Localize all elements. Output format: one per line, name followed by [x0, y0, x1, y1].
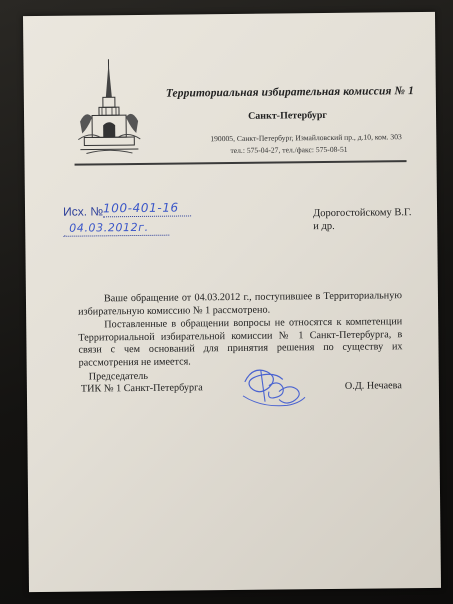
outgoing-date-underline: [63, 235, 169, 237]
outgoing-number-handwritten: 100-401-16: [102, 200, 179, 216]
organization-city: Санкт-Петербург: [247, 109, 327, 122]
outgoing-date-handwritten: 04.03.2012г.: [69, 220, 149, 235]
signatory-name: О.Д. Нечаева: [344, 380, 402, 392]
body-paragraph-2: Поставленные в обращении вопросы не относятся к компетенции Территориальной избирательной комиссии № 1 Санкт-Петербурга, в связи с чем оснований для принятия решения по существу их рассмотрения не имеется.: [78, 316, 403, 369]
signatory-role: Председатель: [88, 370, 149, 383]
header-divider: [75, 160, 407, 165]
organization-title: Территориальная избирательная комиссия № 1: [165, 85, 414, 100]
addressee-others: и др.: [313, 220, 335, 233]
outgoing-number-underline: [103, 215, 191, 217]
letter-sheet: [23, 12, 441, 592]
organization-address: 190005, Санкт-Петербург, Измайловский пр., д.10, ком. 303: [210, 132, 402, 144]
signatory-organization: ТИК № 1 Санкт-Петербурга: [80, 382, 203, 395]
organization-phones: тел.: 575-04-27, тел./факс: 575-08-51: [230, 144, 348, 156]
addressee-name: Дорогостойскому В.Г.: [313, 207, 412, 220]
outgoing-number-label: Исх. №: [62, 204, 104, 219]
admiralty-spire-emblem: [75, 57, 142, 158]
addressee-block: [313, 206, 412, 233]
handwritten-signature: [239, 361, 310, 412]
body-paragraph-1: Ваше обращение от 04.03.2012 г., поступившее в Территориальную избирательную комиссию № 1 рассмотрено.: [78, 290, 403, 318]
